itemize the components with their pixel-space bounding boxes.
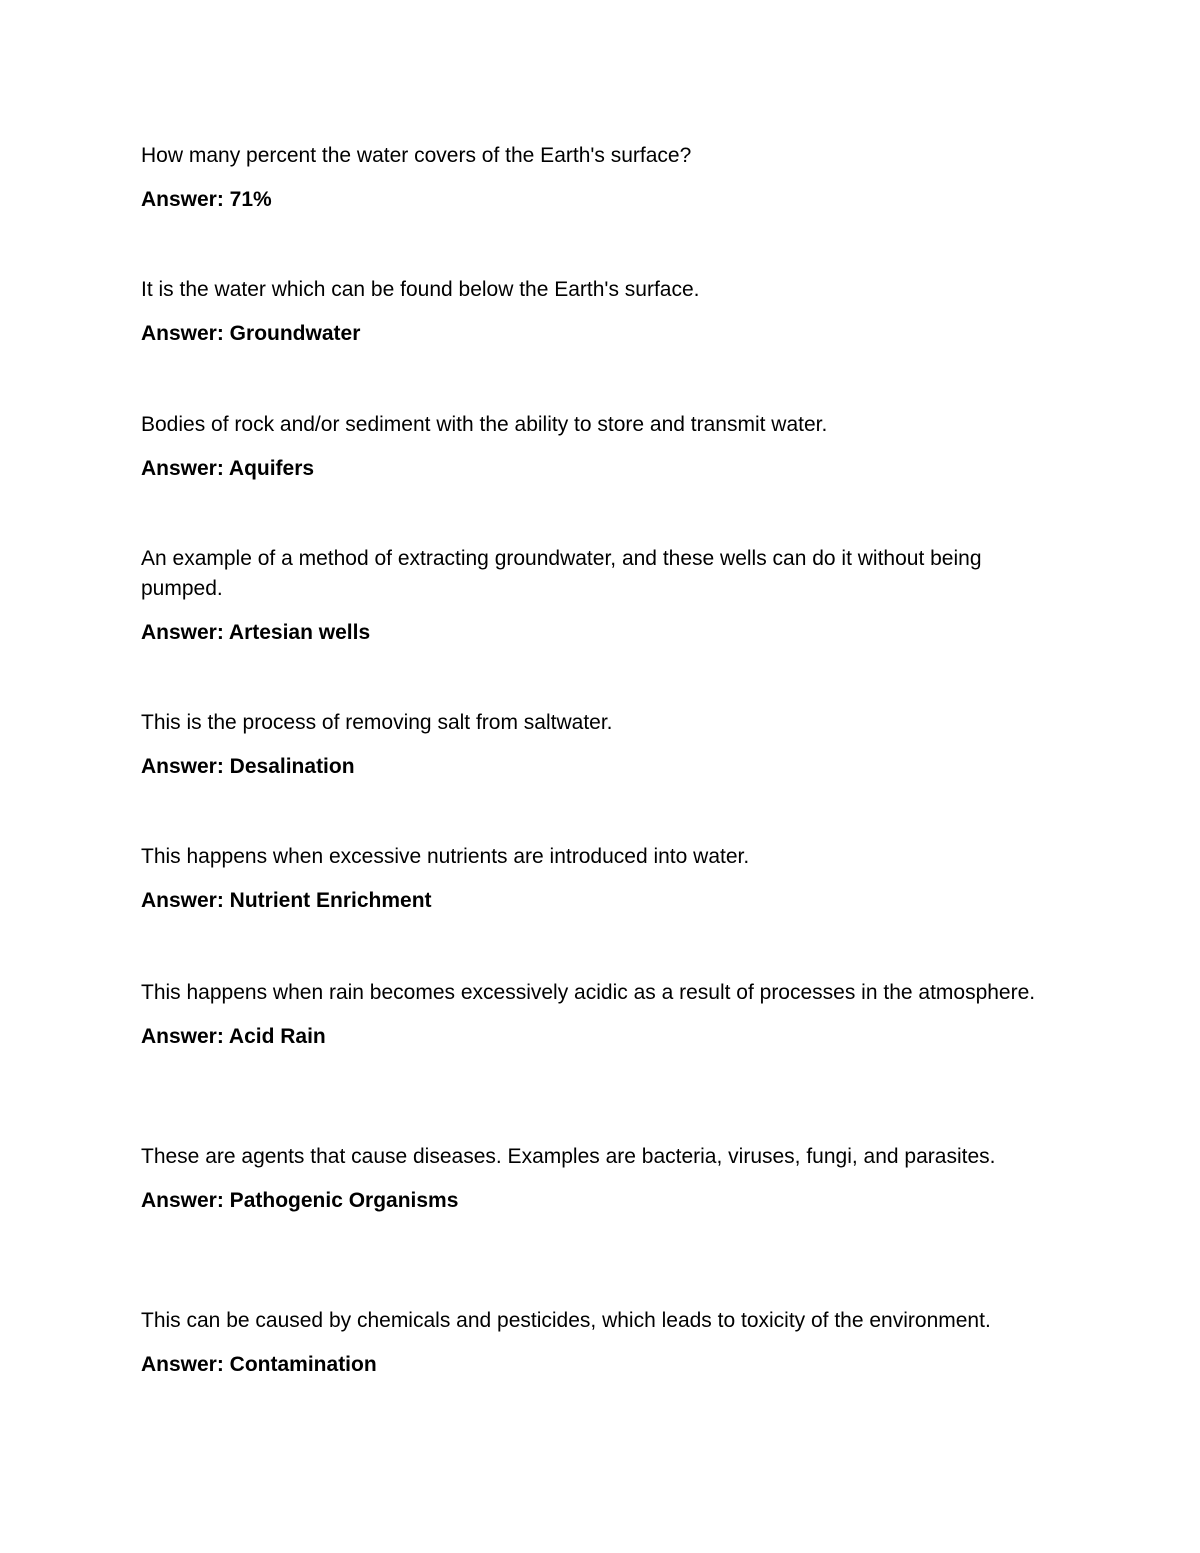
qa-item — [141, 842, 1041, 916]
question-text: How many percent the water covers of the Earth's surface? — [141, 144, 692, 167]
qa-item — [141, 978, 1041, 1052]
question-text: An example of a method of extracting groundwater, and these wells can do it without being pumped. — [141, 547, 982, 600]
qa-item — [141, 1306, 1041, 1380]
qa-item — [141, 544, 1041, 648]
question-text: This can be caused by chemicals and pesticides, which leads to toxicity of the environment. — [141, 1309, 991, 1332]
answer-text: Answer: Groundwater — [141, 322, 361, 345]
answer-text: Answer: Aquifers — [141, 457, 315, 480]
question-text: It is the water which can be found below the Earth's surface. — [141, 278, 700, 301]
answer-text: Answer: Nutrient Enrichment — [141, 889, 432, 912]
answer-text: Answer: Artesian wells — [141, 621, 371, 644]
answer-text: Answer: Pathogenic Organisms — [141, 1189, 459, 1212]
question-text: This is the process of removing salt from saltwater. — [141, 711, 613, 734]
question-text: These are agents that cause diseases. Examples are bacteria, viruses, fungi, and parasites. — [141, 1145, 996, 1168]
qa-item — [141, 275, 1041, 349]
qa-item — [141, 708, 1041, 782]
question-text: This happens when rain becomes excessively acidic as a result of processes in the atmosphere. — [141, 981, 1036, 1004]
answer-text: Answer: 71% — [141, 188, 272, 211]
question-text: Bodies of rock and/or sediment with the ability to store and transmit water. — [141, 413, 828, 436]
qa-item — [141, 1142, 1041, 1216]
qa-item — [141, 410, 1041, 484]
answer-text: Answer: Contamination — [141, 1353, 377, 1376]
question-text: This happens when excessive nutrients are introduced into water. — [141, 845, 750, 868]
answer-text: Answer: Desalination — [141, 755, 355, 778]
answer-text: Answer: Acid Rain — [141, 1025, 326, 1048]
qa-item — [141, 141, 1041, 215]
